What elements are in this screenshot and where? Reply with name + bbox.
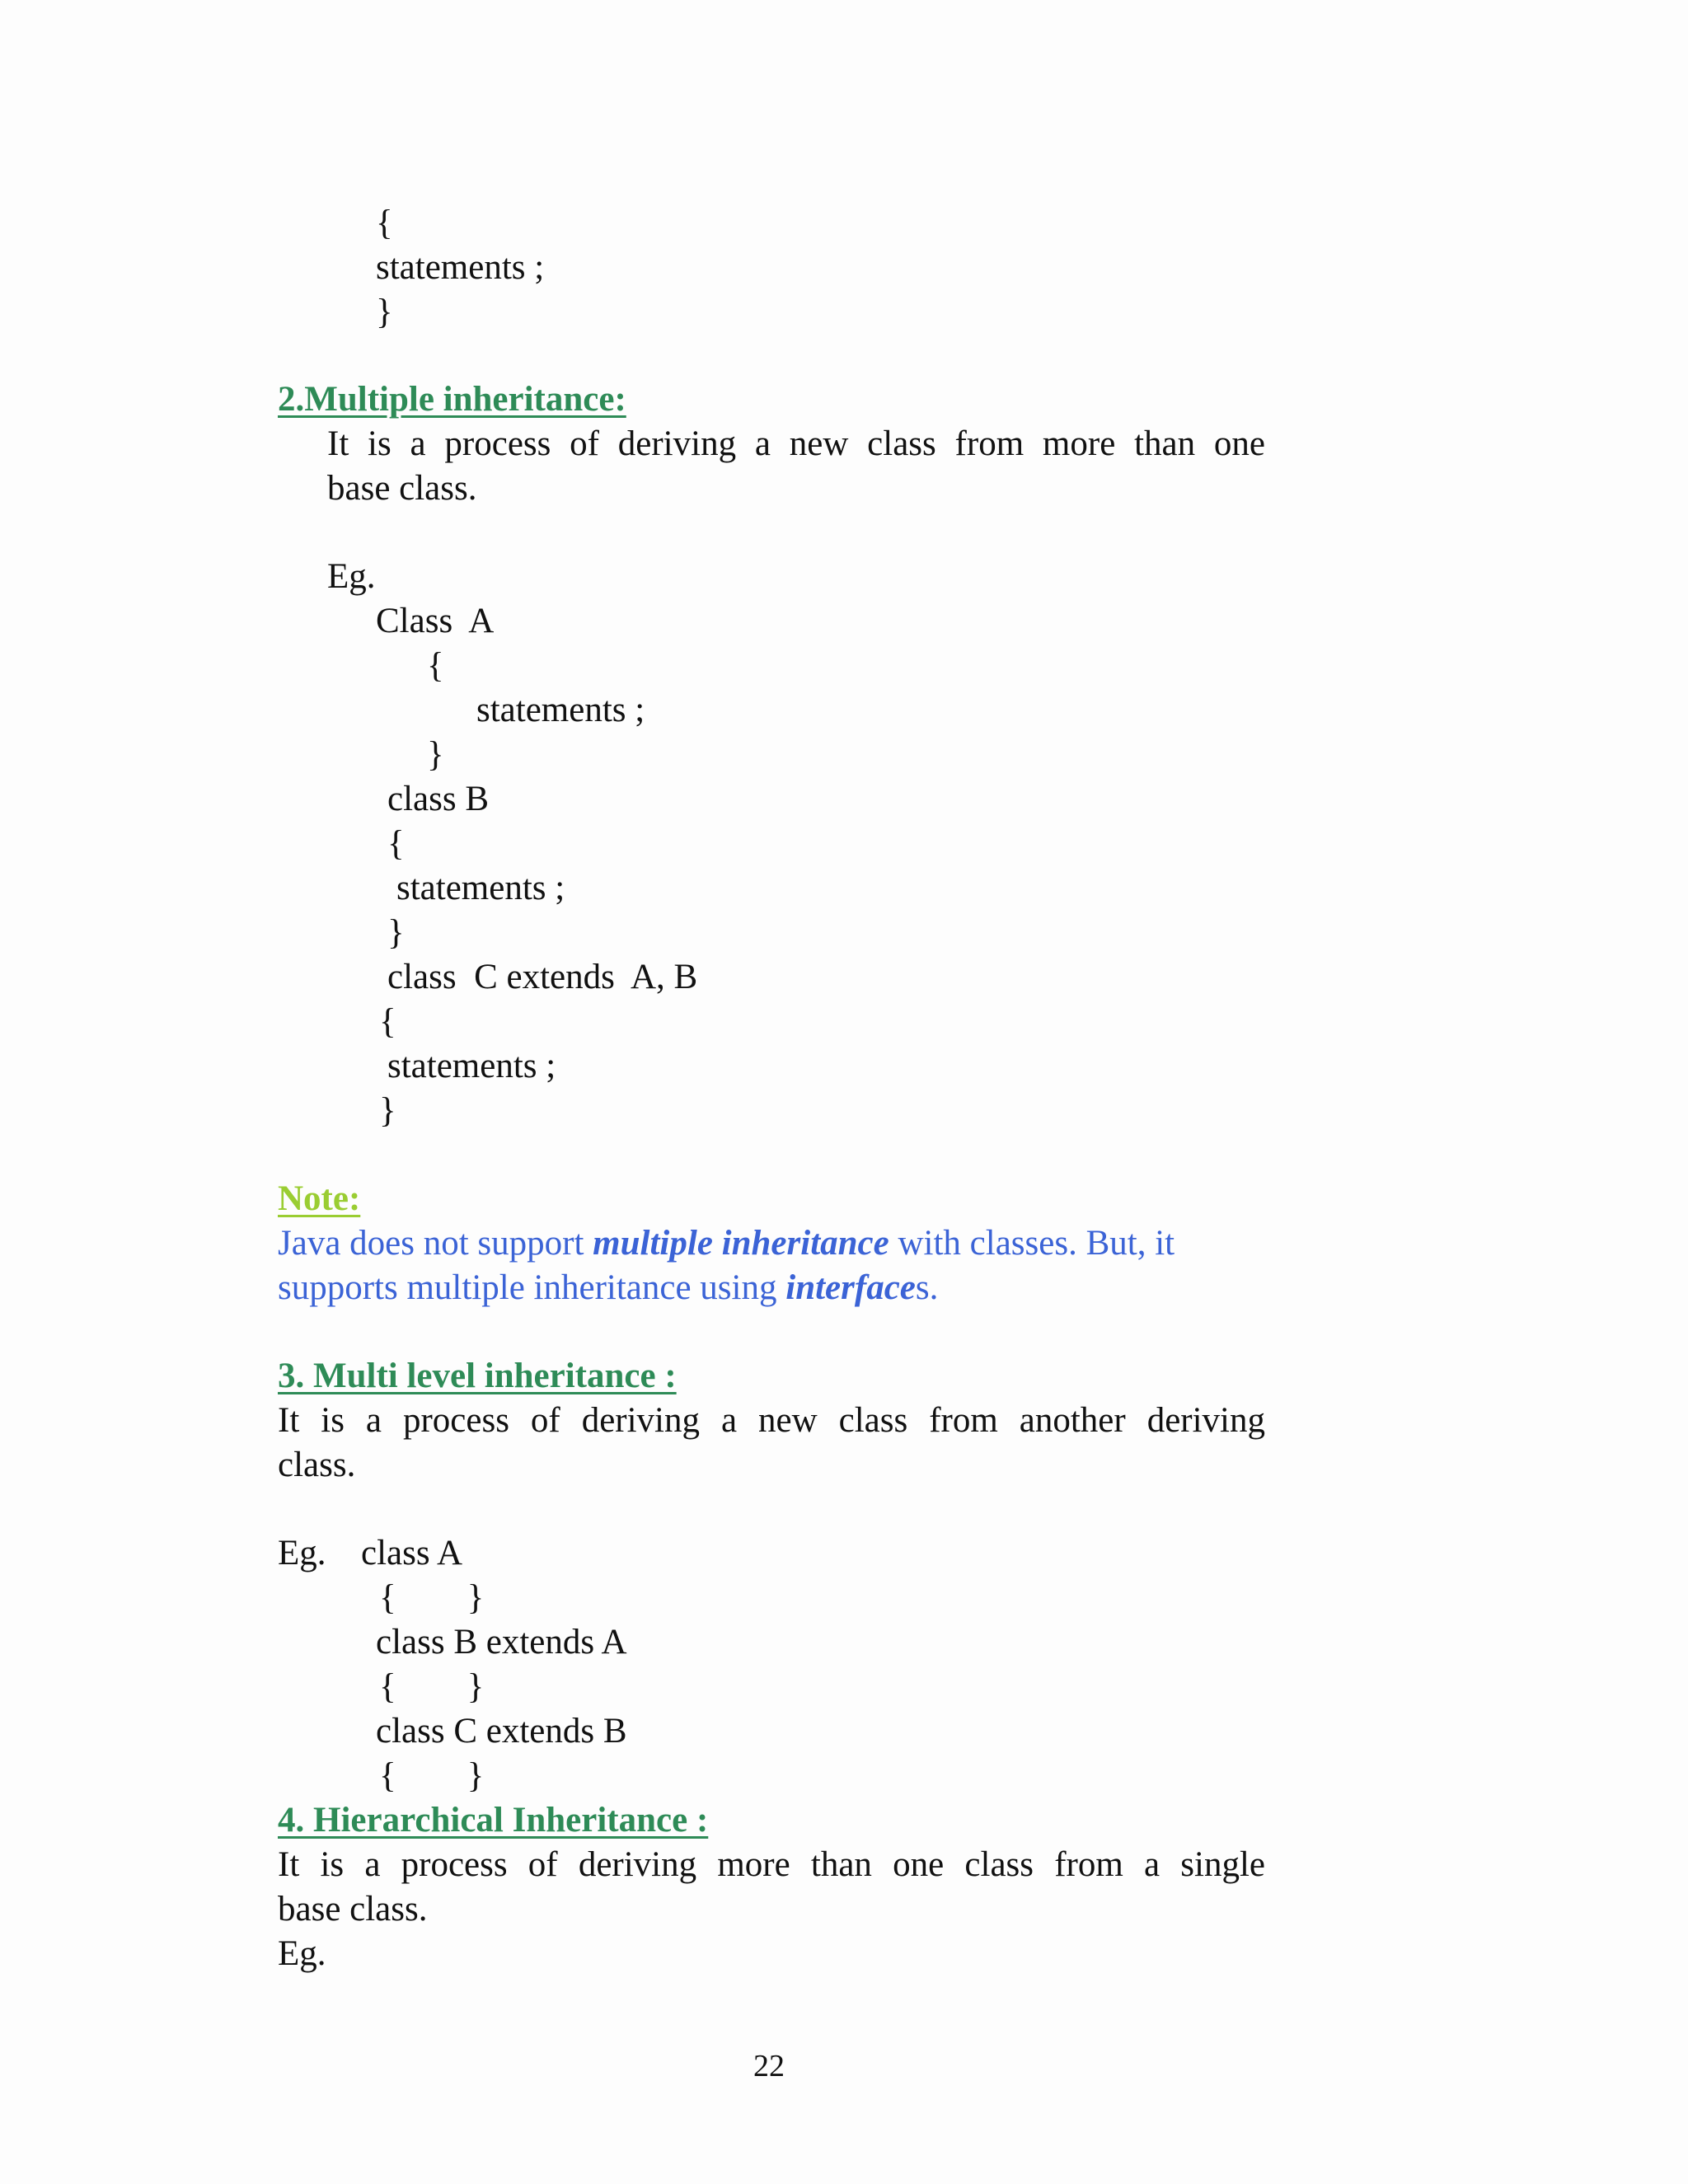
code-line: { } xyxy=(379,1667,485,1706)
code-line: { } xyxy=(379,1578,485,1617)
note-text-part: s. xyxy=(915,1268,939,1307)
note-text-part: supports multiple inheritance using xyxy=(278,1268,786,1307)
note-heading: Note: xyxy=(278,1179,361,1218)
code-line: statements ; xyxy=(396,869,565,907)
note-emphasis: multiple inheritance xyxy=(593,1224,889,1263)
note-text xyxy=(278,1266,938,1310)
code-line: } xyxy=(427,735,444,774)
note-emphasis: interface xyxy=(785,1268,916,1307)
code-line: } xyxy=(387,913,405,952)
code-line: } xyxy=(379,1091,396,1130)
code-line: { } xyxy=(379,1756,485,1795)
section-heading-multi-level-inheritance: 3. Multi level inheritance : xyxy=(278,1357,677,1395)
code-line: class A xyxy=(361,1534,463,1572)
code-line: class B extends A xyxy=(376,1623,627,1661)
code-line: } xyxy=(376,293,393,331)
code-line: { xyxy=(379,1002,396,1041)
code-line: { xyxy=(427,646,444,685)
section-description: class. xyxy=(278,1446,356,1484)
note-text xyxy=(278,1221,1265,1266)
note-text-part: Java does not support xyxy=(278,1224,593,1263)
note-text-part: with classes. But, it xyxy=(889,1224,1175,1263)
page-number: 22 xyxy=(753,2049,785,2083)
code-line: Class A xyxy=(376,602,495,640)
code-line: class B xyxy=(387,780,490,818)
section-heading-multiple-inheritance: 2.Multiple inheritance: xyxy=(278,380,626,419)
code-line: statements ; xyxy=(476,691,645,729)
section-description: base class. xyxy=(278,1890,428,1929)
section-description: base class. xyxy=(327,469,477,508)
section-heading-hierarchical-inheritance: 4. Hierarchical Inheritance : xyxy=(278,1801,709,1840)
example-label: Eg. xyxy=(327,557,376,596)
code-line: { xyxy=(376,204,393,242)
example-label: Eg. xyxy=(278,1934,326,1973)
code-line: statements ; xyxy=(387,1047,556,1085)
code-line: class C extends B xyxy=(376,1712,627,1750)
code-line: class C extends A, B xyxy=(387,958,698,996)
section-description: It is a process of deriving a new class from more than one xyxy=(327,424,1265,463)
code-line: { xyxy=(387,824,405,863)
section-description: It is a process of deriving a new class from another deriving xyxy=(278,1401,1265,1440)
code-line: statements ; xyxy=(376,248,545,287)
section-description: It is a process of deriving more than one class from a single xyxy=(278,1845,1265,1884)
example-label: Eg. xyxy=(278,1534,326,1572)
